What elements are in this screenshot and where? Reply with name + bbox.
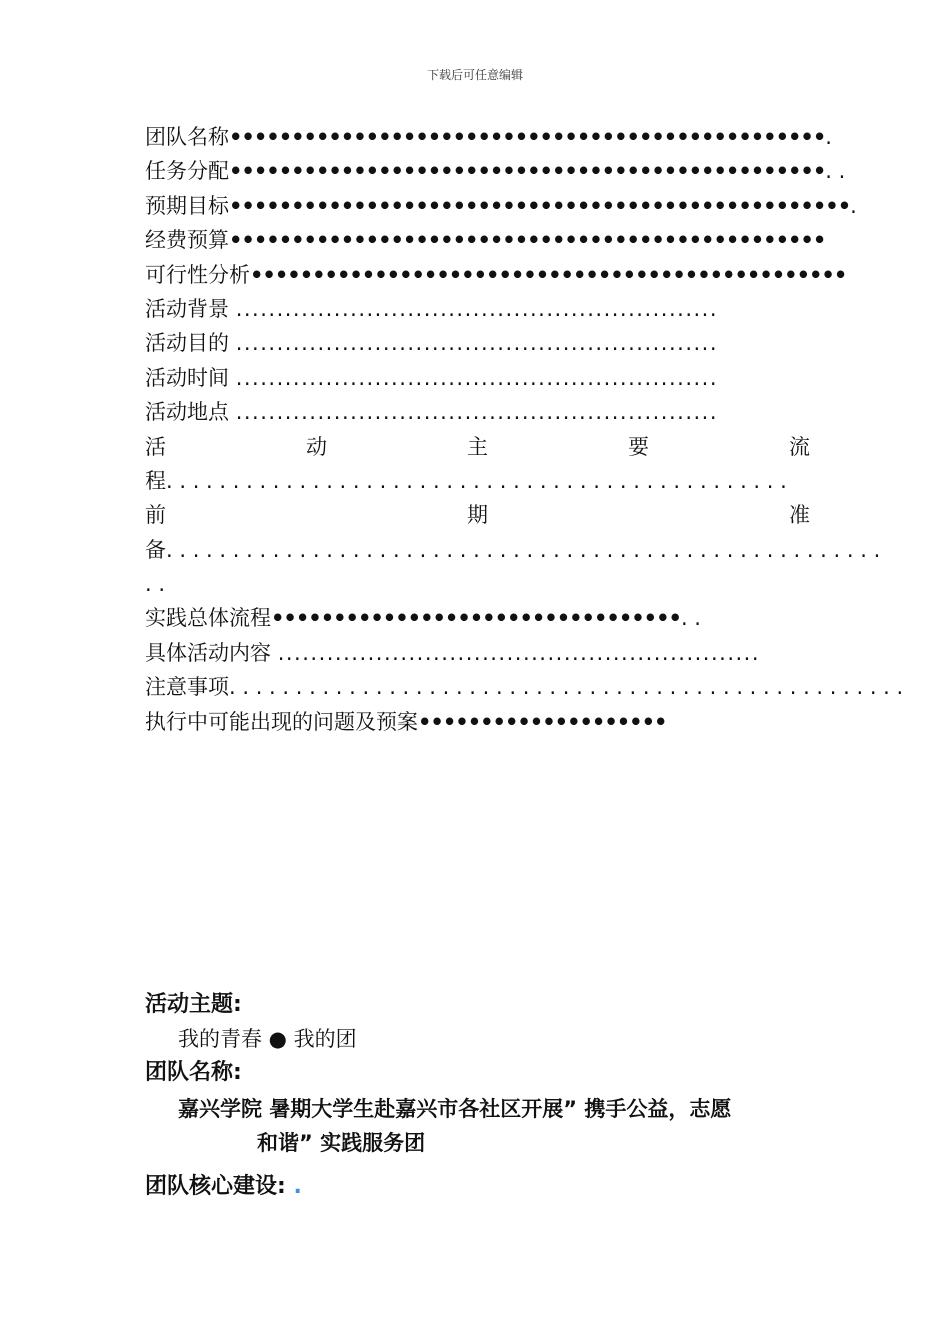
toc-label: 活动目的 [145,331,236,356]
toc-entry-contingency[interactable] [145,705,810,739]
toc-entry-expected-goals[interactable] [145,189,857,223]
toc-label: 可行性分析 [145,262,250,287]
toc-tail: . [850,193,857,218]
team-name-line-1: 嘉兴学院 暑期大学生赴嘉兴市各社区开展” 携手公益，志愿 [178,1097,732,1121]
theme-heading: 活动主题: [145,992,242,1017]
toc-label: 注意事项 [145,675,229,700]
toc-leader: ••••••••••••••••••••••••••••••••• [271,606,681,631]
toc-label: 实践总体流程 [145,606,271,631]
toc-leader: 备. . . . . . . . . . . . . . . . . . . . . . . . . . . . . . . . . . . . . . . . . . . . . . . . . . . . . . [145,537,881,562]
toc-tail: . . [680,606,701,631]
team-name-line-2: 和谐” 实践服务团 [257,1131,426,1155]
toc-leader: ........................................................... [235,365,719,390]
toc-leader: •••••••••••••••••••••••••••••••••••••••••••••••• [229,228,826,253]
toc-leader: ........................................................... [277,640,761,665]
toc-entry-preparation-cont [145,533,881,567]
toc-label: 具体活动内容 [145,640,278,665]
toc-leader: . . [145,572,166,597]
toc-entry-time[interactable] [145,361,810,395]
toc-entry-preparation-cont2 [145,567,810,601]
toc-tail: . . [825,159,846,184]
toc-leader: ........................................................... [235,296,719,321]
toc-entry-team-name[interactable] [145,120,832,154]
toc-entry-background[interactable] [145,292,810,326]
toc-entry-purpose[interactable] [145,326,810,360]
table-of-contents [145,120,904,739]
toc-leader: 程. . . . . . . . . . . . . . . . . . . . . . . . . . . . . . . . . . . . . . . . . . . . . . . [145,468,787,493]
toc-label: 经费预算 [145,228,229,253]
spread-char: 动 [306,434,327,459]
toc-leader: •••••••••••••••••••••••••••••••••••••••••••••••• [229,159,826,184]
toc-label: 预期目标 [145,193,229,218]
team-core-heading [145,1170,810,1204]
spread-char: 活 [145,434,166,459]
toc-leader: ........................................................... [235,400,719,425]
toc-entry-feasibility[interactable] [145,258,847,292]
spread-char: 准 [789,503,810,528]
toc-leader: •••••••••••••••••••••••••••••••••••••••••••••••••• [229,193,851,218]
page-header-note: 下载后可任意编辑 [426,68,523,82]
spread-char: 期 [467,503,488,528]
toc-label: 活动时间 [145,365,236,390]
toc-entry-activity-content[interactable] [145,636,810,670]
toc-label: 活动地点 [145,400,236,425]
toc-leader: •••••••••••••••••••••••••••••••••••••••••••••••• [229,125,826,149]
toc-label: 任务分配 [145,159,229,184]
toc-leader: ........................................................... [235,331,719,356]
body-section [145,988,810,1204]
toc-leader: •••••••••••••••••••• [418,709,667,734]
toc-entry-main-process[interactable] [145,430,810,464]
toc-label: 执行中可能出现的问题及预案 [145,709,418,734]
toc-entry-budget[interactable] [145,223,826,257]
toc-tail: . [825,125,832,149]
toc-leader: . . . . . . . . . . . . . . . . . . . . . . . . . . . . . . . . . . . . . . . . . . . . . . . . . . . [229,675,904,700]
toc-entry-notes[interactable] [145,670,904,704]
toc-entry-location[interactable] [145,395,810,429]
toc-entry-preparation[interactable] [145,498,810,532]
team-core-heading-label: 团队核心建设: [145,1174,286,1199]
toc-leader: •••••••••••••••••••••••••••••••••••••••••••••••• [250,262,847,287]
spread-char: 主 [467,434,488,459]
toc-label: 团队名称 [145,125,229,149]
spread-char: 前 [145,503,166,528]
toc-label: 活动背景 [145,296,236,321]
toc-entry-main-process-cont [145,464,810,498]
toc-entry-overall-flow[interactable] [145,601,810,635]
theme-text: 我的青春 ● 我的团 [178,1027,357,1051]
toc-entry-task-assignment[interactable] [145,154,846,188]
team-name-heading: 团队名称: [145,1060,242,1085]
spread-char: 流 [789,434,810,459]
team-core-mark: . [293,1174,302,1199]
spread-char: 要 [628,434,649,459]
